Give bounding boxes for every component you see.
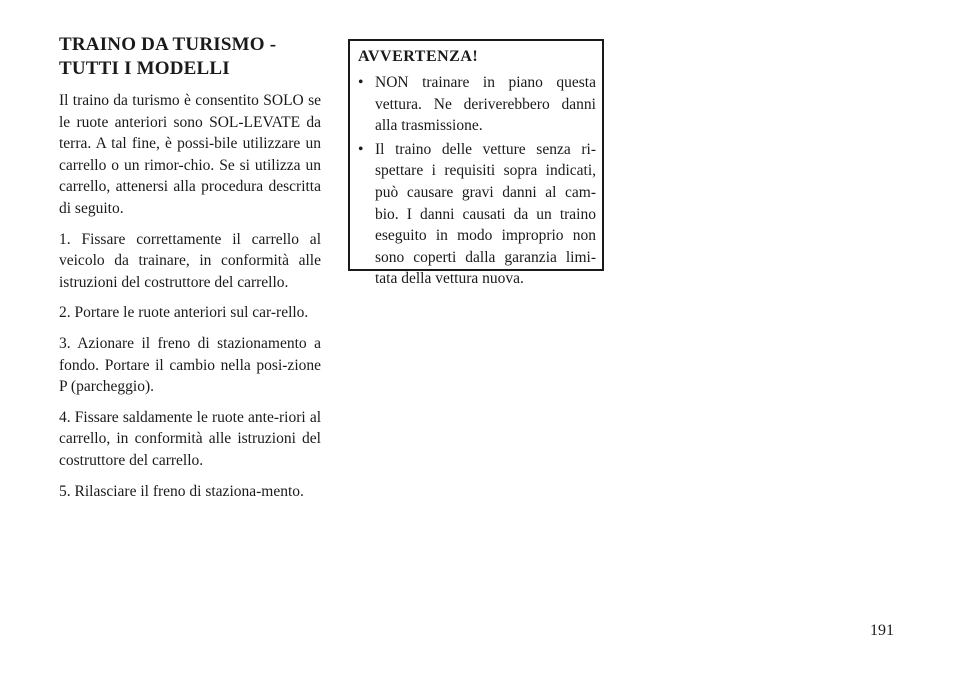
procedure-steps bbox=[59, 229, 321, 503]
bullet-icon: • bbox=[358, 74, 364, 91]
procedure-step-3: 3. Azionare il freno di stazionamento a fondo. Portare il cambio nella posi-zione P (parcheggio). bbox=[59, 334, 321, 396]
section-title-line-2: TUTTI I MODELLI bbox=[59, 58, 230, 79]
section-title bbox=[59, 33, 321, 81]
warning-item-text: Il traino delle vetture senza ri-spettare i requisiti sopra indicati, può causare gravi danni al cam-bio. I danni causati da un traino eseguito in modo improprio non sono coperti dalla garanzia limi-tata della vettura nuova. bbox=[375, 140, 596, 288]
procedure-step-5: 5. Rilasciare il freno di staziona-mento. bbox=[59, 482, 304, 500]
intro-paragraph: Il traino da turismo è consentito SOLO se le ruote anteriori sono SOL-LEVATE da terra. A tal fine, è possi-bile utilizzare un carrello o un rimor-chio. Se si utilizza un carrello, attenersi alla procedura descritta di seguito. bbox=[59, 92, 321, 217]
page-number: 191 bbox=[870, 622, 894, 639]
procedure-step-1: 1. Fissare correttamente il carrello al veicolo da trainare, in conformità alle istruzioni del costruttore del carrello. bbox=[59, 230, 321, 291]
procedure-step-4: 4. Fissare saldamente le ruote ante-riori al carrello, in conformità alle istruzioni del costruttore del carrello. bbox=[59, 408, 321, 469]
section-title-line-1: TRAINO DA TURISMO - bbox=[59, 34, 277, 55]
warning-list bbox=[358, 72, 596, 290]
warning-item-text: NON trainare in piano questa vettura. Ne deriverebbero danni alla trasmissione. bbox=[375, 74, 596, 135]
warning-title: AVVERTENZA! bbox=[358, 48, 479, 65]
warning-item-2 bbox=[358, 139, 596, 290]
procedure-step-2: 2. Portare le ruote anteriori sul car-rello. bbox=[59, 304, 309, 322]
towing-section bbox=[59, 33, 321, 511]
warning-box bbox=[348, 39, 604, 288]
bullet-icon: • bbox=[358, 140, 364, 158]
warning-item-1 bbox=[358, 72, 596, 137]
